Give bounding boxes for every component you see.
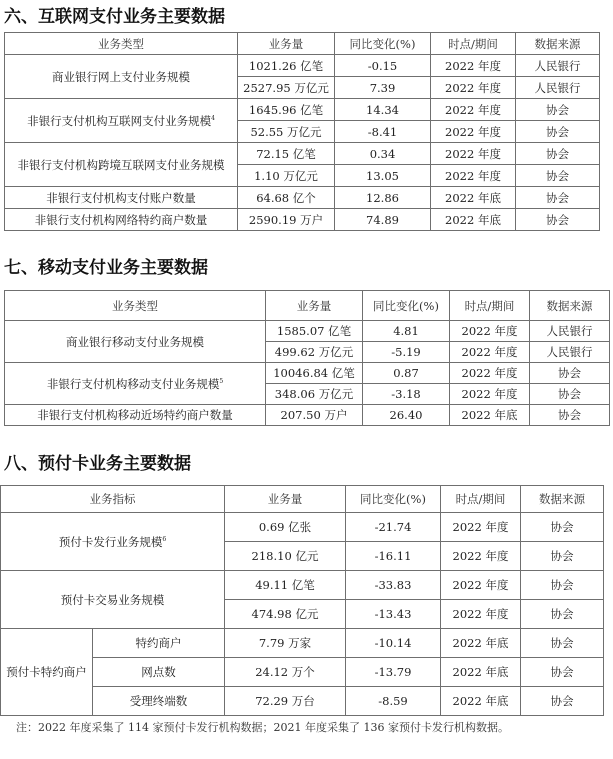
period-cell: 2022 年度 [431,55,516,77]
volume-cell: 1.10 万亿元 [238,165,335,187]
change-cell: -33.83 [346,571,441,600]
table-header-row [5,291,610,321]
source-cell: 协会 [516,165,600,187]
table-row [5,99,600,121]
footnote-mark: 5 [219,377,224,385]
volume-cell: 64.68 亿个 [238,187,335,209]
change-cell: 0.87 [363,363,450,384]
row-label-text: 非银行支付机构互联网支付业务规模 [27,113,212,128]
source-cell: 人民银行 [530,342,610,363]
period-cell: 2022 年度 [441,571,521,600]
section-title-internet-payment: 六、互联网支付业务主要数据 [4,7,225,27]
volume-cell: 2527.95 万亿元 [238,77,335,99]
col-header: 时点/期间 [431,33,516,55]
change-cell: -8.41 [335,121,431,143]
source-cell: 协会 [521,658,604,687]
change-cell: 12.86 [335,187,431,209]
period-cell: 2022 年度 [441,513,521,542]
section-title-mobile-payment: 七、移动支付业务主要数据 [4,258,208,278]
table-row [1,513,604,542]
change-cell: 0.34 [335,143,431,165]
mobile-payment-table [4,290,610,426]
row-label [1,513,225,571]
row-label: 非银行支付机构移动近场特约商户数量 [5,405,266,426]
table-row [5,187,600,209]
col-header: 同比变化(%) [346,486,441,513]
change-cell: -5.19 [363,342,450,363]
row-label: 非银行支付机构支付账户数量 [5,187,238,209]
period-cell: 2022 年度 [431,165,516,187]
source-cell: 协会 [516,209,600,231]
change-cell: 13.05 [335,165,431,187]
volume-cell: 49.11 亿笔 [225,571,346,600]
col-header: 时点/期间 [450,291,530,321]
volume-cell: 474.98 亿元 [225,600,346,629]
row-label: 商业银行移动支付业务规模 [5,321,266,363]
period-cell: 2022 年底 [431,209,516,231]
source-cell: 协会 [516,187,600,209]
row-label [5,363,266,405]
col-header: 时点/期间 [441,486,521,513]
footnote-mark: 4 [211,114,215,122]
change-cell: -16.11 [346,542,441,571]
period-cell: 2022 年底 [441,687,521,716]
source-cell: 协会 [521,600,604,629]
change-cell: -8.59 [346,687,441,716]
change-cell: 7.39 [335,77,431,99]
period-cell: 2022 年度 [441,600,521,629]
row-label-text: 预付卡发行业务规模 [58,534,163,549]
source-cell: 协会 [521,571,604,600]
period-cell: 2022 年度 [431,77,516,99]
table-header-row [5,33,600,55]
col-header: 同比变化(%) [335,33,431,55]
row-label: 商业银行网上支付业务规模 [5,55,238,99]
col-header: 业务量 [266,291,363,321]
col-header: 同比变化(%) [363,291,450,321]
row-label: 非银行支付机构跨境互联网支付业务规模 [5,143,238,187]
change-cell: -13.79 [346,658,441,687]
footnote-mark: 6 [162,535,167,543]
source-cell: 协会 [530,363,610,384]
col-header: 业务指标 [1,486,225,513]
period-cell: 2022 年度 [450,363,530,384]
source-cell: 协会 [521,542,604,571]
volume-cell: 10046.84 亿笔 [266,363,363,384]
table-row [5,143,600,165]
row-label-text: 非银行支付机构移动支付业务规模 [46,376,220,391]
volume-cell: 24.12 万个 [225,658,346,687]
period-cell: 2022 年底 [441,629,521,658]
volume-cell: 1021.26 亿笔 [238,55,335,77]
table-row [5,209,600,231]
source-cell: 协会 [530,384,610,405]
period-cell: 2022 年底 [450,405,530,426]
change-cell: 14.34 [335,99,431,121]
volume-cell: 7.79 万家 [225,629,346,658]
volume-cell: 72.15 亿笔 [238,143,335,165]
period-cell: 2022 年底 [441,658,521,687]
period-cell: 2022 年度 [450,321,530,342]
period-cell: 2022 年度 [431,99,516,121]
prepaid-card-table [0,485,604,716]
period-cell: 2022 年度 [431,121,516,143]
source-cell: 人民银行 [530,321,610,342]
col-header: 业务类型 [5,291,266,321]
volume-cell: 207.50 万户 [266,405,363,426]
change-cell: -3.18 [363,384,450,405]
col-header: 数据来源 [516,33,600,55]
period-cell: 2022 年底 [431,187,516,209]
row-label: 非银行支付机构网络特约商户数量 [5,209,238,231]
change-cell: -21.74 [346,513,441,542]
change-cell: 74.89 [335,209,431,231]
source-cell: 人民银行 [516,55,600,77]
volume-cell: 499.62 万亿元 [266,342,363,363]
sub-label: 网点数 [93,658,225,687]
volume-cell: 0.69 亿张 [225,513,346,542]
change-cell: -13.43 [346,600,441,629]
row-label: 预付卡特约商户 [1,629,93,716]
period-cell: 2022 年度 [441,542,521,571]
volume-cell: 1645.96 亿笔 [238,99,335,121]
volume-cell: 2590.19 万户 [238,209,335,231]
table-row [1,629,604,658]
period-cell: 2022 年度 [431,143,516,165]
source-cell: 协会 [521,687,604,716]
period-cell: 2022 年度 [450,384,530,405]
period-cell: 2022 年度 [450,342,530,363]
change-cell: -0.15 [335,55,431,77]
source-cell: 协会 [521,513,604,542]
change-cell: 26.40 [363,405,450,426]
volume-cell: 218.10 亿元 [225,542,346,571]
col-header: 业务量 [238,33,335,55]
table-header-row [1,486,604,513]
sub-label: 特约商户 [93,629,225,658]
col-header: 数据来源 [530,291,610,321]
table-row [5,405,610,426]
footnote: 注：2022 年度采集了 114 家预付卡发行机构数据；2021 年度采集了 136 家预付卡发行机构数据。 [16,721,509,734]
volume-cell: 72.29 万台 [225,687,346,716]
source-cell: 协会 [516,143,600,165]
source-cell: 协会 [521,629,604,658]
table-row [1,571,604,600]
change-cell: -10.14 [346,629,441,658]
row-label: 预付卡交易业务规模 [1,571,225,629]
internet-payment-table [4,32,600,231]
volume-cell: 52.55 万亿元 [238,121,335,143]
table-row [5,363,610,384]
col-header: 数据来源 [521,486,604,513]
volume-cell: 1585.07 亿笔 [266,321,363,342]
table-row [5,321,610,342]
table-row [5,55,600,77]
row-label [5,99,238,143]
section-title-prepaid-card: 八、预付卡业务主要数据 [4,454,191,474]
change-cell: 4.81 [363,321,450,342]
col-header: 业务类型 [5,33,238,55]
source-cell: 人民银行 [516,77,600,99]
source-cell: 协会 [516,121,600,143]
source-cell: 协会 [516,99,600,121]
volume-cell: 348.06 万亿元 [266,384,363,405]
sub-label: 受理终端数 [93,687,225,716]
col-header: 业务量 [225,486,346,513]
source-cell: 协会 [530,405,610,426]
